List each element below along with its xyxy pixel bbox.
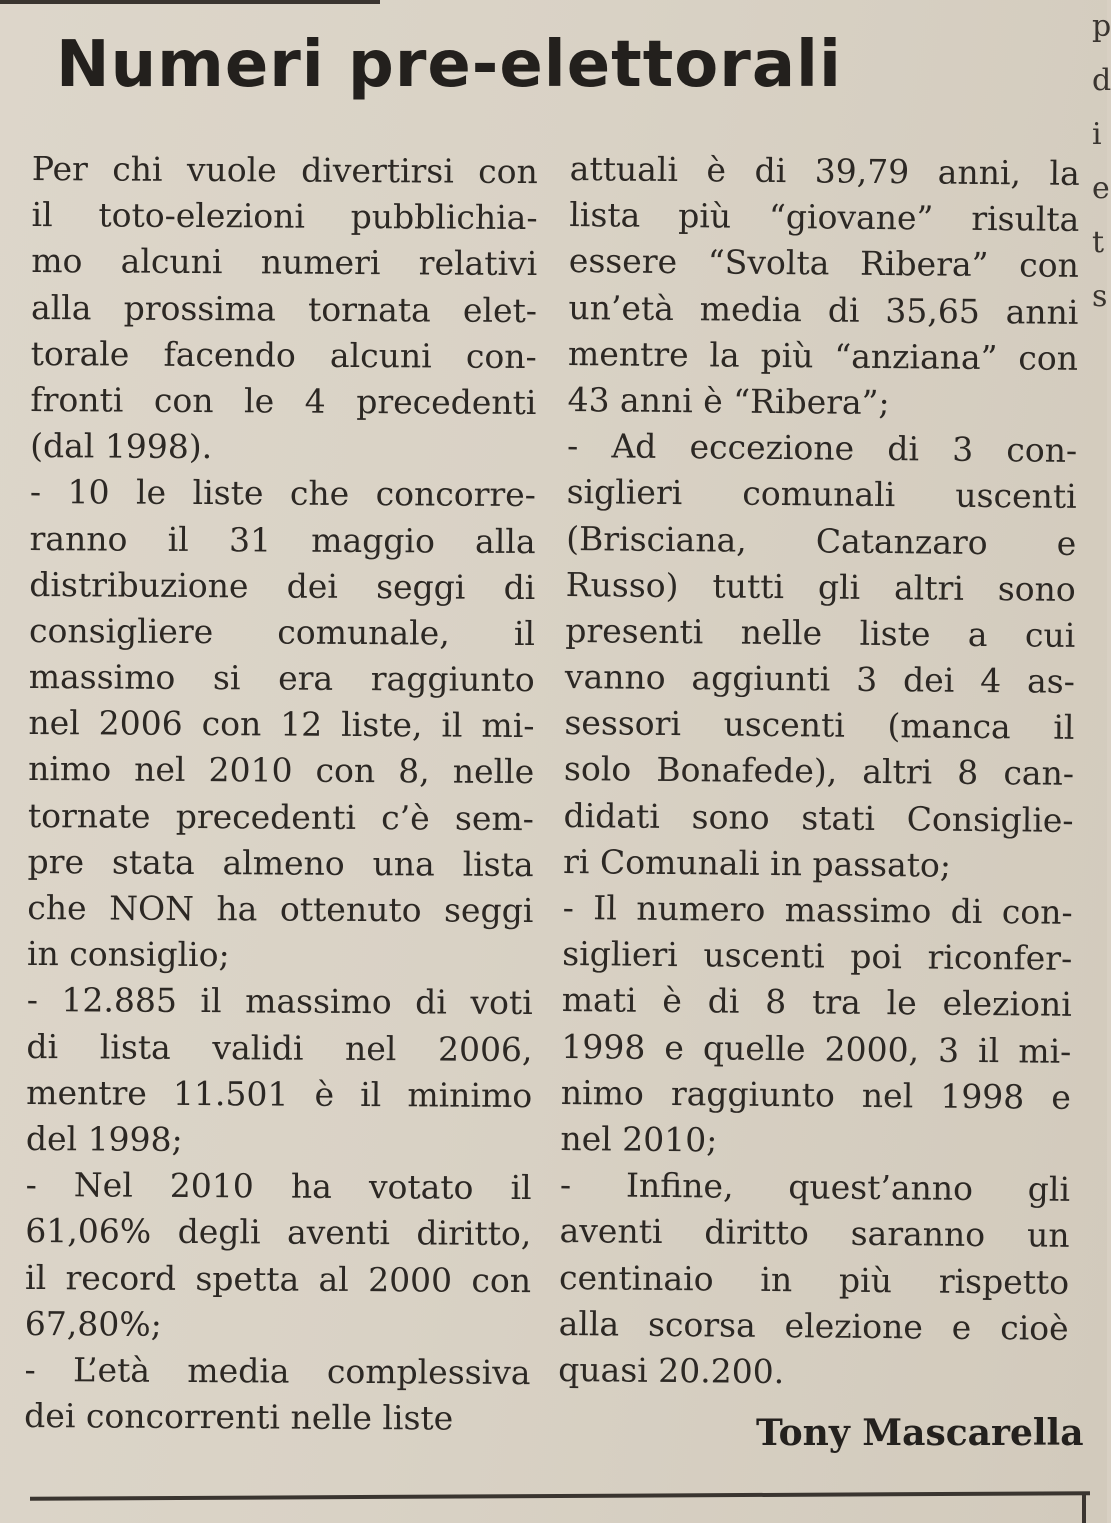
byline: Tony Mascarella (756, 1412, 1084, 1454)
edge-letter: e (1092, 171, 1110, 206)
text-line: presenti nelle liste a cui (565, 610, 1076, 655)
edge-letter: d (1092, 63, 1111, 98)
text-line: il toto-elezioni pubblichia- (31, 195, 538, 238)
text-line: mati è di 8 tra le elezioni (561, 980, 1072, 1025)
text-line: ri Comunali in passato; (562, 841, 952, 885)
text-line: alla scorsa elezione e cioè (558, 1303, 1069, 1348)
text-line: 61,06% degli aventi diritto, (25, 1211, 532, 1254)
article-column-left (24, 146, 538, 1442)
text-line: che NON ha ottenuto seggi (27, 887, 534, 931)
text-line: distribuzione dei seggi di (29, 564, 536, 607)
edge-letter: i (1092, 117, 1102, 152)
text-line: - Infine, quest’anno gli (559, 1165, 1071, 1209)
text-line: del 1998; (25, 1118, 183, 1159)
text-line: fronti con le 4 precedenti (30, 379, 537, 423)
top-rule (0, 0, 380, 4)
text-line: Per chi vuole divertirsi con (31, 148, 538, 192)
text-line: - Ad eccezione di 3 con- (566, 426, 1078, 471)
text-line: mentre 11.501 è il minimo (26, 1072, 533, 1115)
text-line: nimo raggiunto nel 1998 e (560, 1072, 1072, 1117)
text-line: 43 anni è “Ribera”; (567, 379, 890, 423)
text-line: siglieri uscenti poi riconfer- (562, 934, 1073, 979)
text-line: quasi 20.200. (558, 1349, 785, 1391)
edge-letter: s (1092, 279, 1108, 314)
text-line: - 12.885 il massimo di voti (26, 980, 533, 1023)
text-line: siglieri comunali uscenti (566, 472, 1077, 517)
text-line: di lista validi nel 2006, (26, 1026, 533, 1069)
text-line: didati sono stati Consiglie- (563, 795, 1074, 840)
text-line: consigliere comunale, il (28, 610, 536, 653)
edge-letter: t (1092, 225, 1105, 260)
text-line: massimo si era raggiunto (28, 657, 535, 700)
text-line: nimo nel 2010 con 8, nelle (28, 749, 535, 792)
text-line: Russo) tutti gli altri sono (565, 564, 1076, 609)
text-line: un’età media di 35,65 anni (568, 287, 1079, 332)
article-column-right (558, 146, 1080, 1398)
text-line: centinaio in più rispetto (558, 1257, 1070, 1302)
text-line: 67,80%; (24, 1303, 162, 1344)
text-line: in consiglio; (26, 934, 230, 975)
text-line: alla prossima tornata elet- (30, 287, 538, 330)
text-line: mo alcuni numeri relativi (31, 241, 538, 284)
text-line: - Nel 2010 ha votato il (25, 1165, 532, 1208)
text-line: dei concorrenti nelle liste (24, 1396, 454, 1438)
text-line: torale facendo alcuni con- (30, 333, 537, 376)
text-line: aventi diritto saranno un (559, 1211, 1070, 1256)
text-line: mentre la più “anziana” con (567, 333, 1079, 378)
text-line: - 10 le liste che concorre- (29, 472, 536, 515)
text-line: attuali è di 39,79 anni, la (569, 148, 1080, 193)
text-line: tornate precedenti c’è sem- (27, 795, 535, 838)
bottom-rule (30, 1491, 1090, 1501)
adjacent-column-fragment (1092, 0, 1111, 1490)
text-line: solo Bonafede), altri 8 can- (563, 749, 1075, 794)
text-line: (Brisciana, Catanzaro e (566, 518, 1077, 563)
text-line: (dal 1998). (30, 426, 213, 467)
text-line: vanno aggiunti 3 dei 4 as- (564, 657, 1076, 701)
text-line: essere “Svolta Ribera” con (568, 241, 1080, 286)
edge-letter: p (1092, 9, 1111, 44)
text-line: il record spetta al 2000 con (24, 1257, 532, 1300)
bottom-rule-corner (1082, 1494, 1086, 1523)
text-line: nel 2010; (560, 1118, 718, 1160)
text-line: 1998 e quelle 2000, 3 il mi- (561, 1026, 1072, 1071)
text-line: - L’età media complessiva (24, 1349, 531, 1392)
headline: Numeri pre-elettorali (56, 28, 842, 102)
text-line: pre stata almeno una lista (27, 841, 534, 884)
text-line: lista più “giovane” risulta (569, 195, 1080, 240)
text-line: nel 2006 con 12 liste, il mi- (28, 703, 535, 746)
text-line: sessori uscenti (manca il (564, 703, 1075, 748)
text-line: - Il numero massimo di con- (562, 887, 1073, 932)
text-line: ranno il 31 maggio alla (29, 518, 536, 561)
